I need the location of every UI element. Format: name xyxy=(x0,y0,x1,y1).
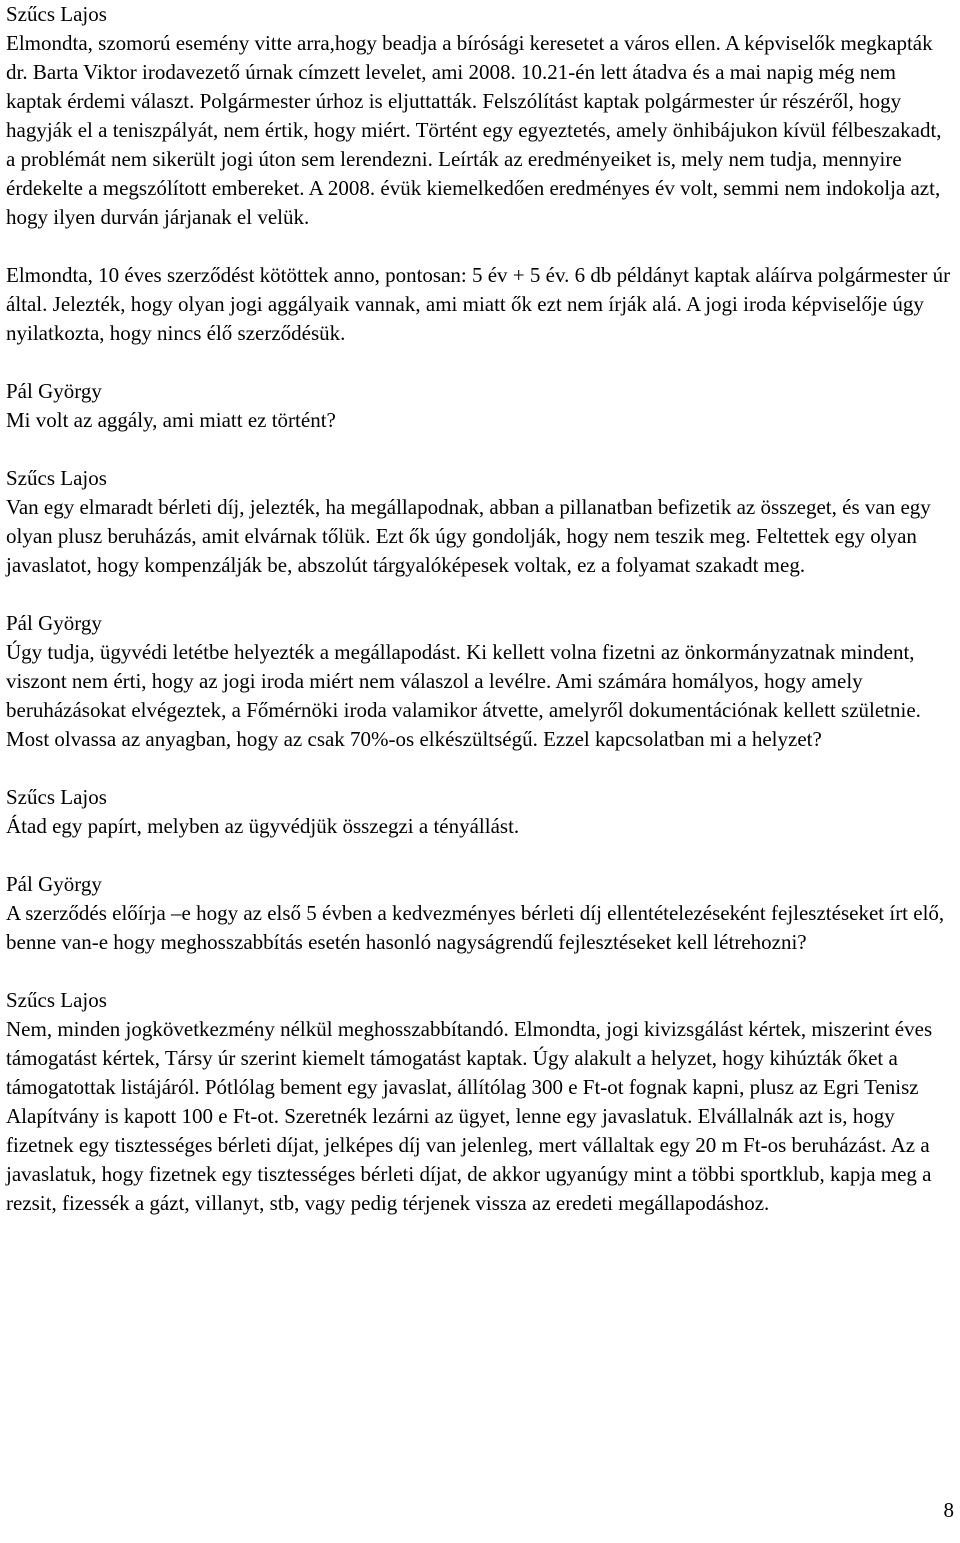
paragraph: Nem, minden jogkövetkezmény nélkül meghosszabbítandó. Elmondta, jogi kivizsgálást kértek, miszerint éves támogatást kértek, Társy úr szerint kiemelt támogatást kaptak. Úgy alakult a helyzet, hogy kihúzták őket a támogatottak listájáról. Pótlólag bement egy javaslat, állítólag 300 e Ft-ot fognak kapni, plusz az Egri Tenisz Alapítvány is kapott 100 e Ft-ot. Szeretnék lezárni az ügyet, lenne egy javaslatuk. Elvállalnák azt is, hogy fizetnek egy tisztességes bérleti díjat, jelképes díj van jelenleg, mert vállaltak egy 20 m Ft-os beruházást. Az a javaslatuk, hogy fizetnek egy tisztességes bérleti díjat, de akkor ugyanúgy mint a többi sportklub, kapja meg a rezsit, fizessék a gázt, villanyt, stb, vagy pedig térjenek vissza az eredeti megállapodáshoz. xyxy=(6,1017,933,1215)
dialogue-block xyxy=(6,609,954,754)
speaker-name: Pál György xyxy=(6,872,102,896)
paragraph: Elmondta, szomorú esemény vitte arra,hogy beadja a bírósági keresetet a város ellen. A képviselők megkapták dr. Barta Viktor irodavezető úrnak címzett levelet, ami 2008. 10.21-én lett átadva és a mai napig még nem kaptak érdemi választ. Polgármester úrhoz is eljuttatták. Felszólítást kaptak polgármester úr részéről, hogy hagyják el a teniszpályát, nem értik, hogy miért. Történt egy egyeztetés, amely önhibájukon kívül félbeszakadt, a problémát nem sikerült jogi úton sem lerendezni. Leírták az eredményeiket is, mely nem tudja, mennyire érdekelte a megszólított embereket. A 2008. évük kiemelkedően eredményes év volt, semmi nem indokolja azt, hogy ilyen durván járjanak el velük. xyxy=(6,31,942,229)
dialogue-block xyxy=(6,0,954,348)
paragraph: Átad egy papírt, melyben az ügyvédjük összegzi a tényállást. xyxy=(6,814,520,838)
page-number: 8 xyxy=(943,1498,954,1522)
paragraph: Elmondta, 10 éves szerződést kötöttek anno, pontosan: 5 év + 5 év. 6 db példányt kaptak aláírva polgármester úr által. Jelezték, hogy olyan jogi aggályaik vannak, ami miatt ők ezt nem írják alá. A jogi iroda képviselője úgy nyilatkozta, hogy nincs élő szerződésük. xyxy=(6,263,951,345)
dialogue-block xyxy=(6,986,954,1218)
speaker-name: Szűcs Lajos xyxy=(6,466,107,490)
paragraph: Mi volt az aggály, ami miatt ez történt? xyxy=(6,408,336,432)
dialogue-block xyxy=(6,870,954,957)
paragraph: Úgy tudja, ügyvédi letétbe helyezték a megállapodást. Ki kellett volna fizetni az önkormányzatnak mindent, viszont nem érti, hogy az jogi iroda miért nem válaszol a levélre. Ami számára homályos, hogy amely beruházásokat elvégeztek, a Főmérnöki iroda valamikor átvette, amelyről dokumentációnak kellett születnie. Most olvassa az anyagban, hogy az csak 70%-os elkészültségű. Ezzel kapcsolatban mi a helyzet? xyxy=(6,640,921,751)
speaker-name: Szűcs Lajos xyxy=(6,988,107,1012)
document-page xyxy=(6,0,954,1247)
speaker-name: Pál György xyxy=(6,379,102,403)
speaker-name: Szűcs Lajos xyxy=(6,785,107,809)
speaker-name: Szűcs Lajos xyxy=(6,2,107,26)
dialogue-block xyxy=(6,377,954,435)
paragraph: Van egy elmaradt bérleti díj, jelezték, ha megállapodnak, abban a pillanatban befizetik az összeget, és van egy olyan plusz beruházás, amit elvárnak tőlük. Ezt ők úgy gondolják, hogy nem teszik meg. Feltettek egy olyan javaslatot, hogy kompenzálják be, abszolút tárgyalóképesek voltak, ez a folyamat szakadt meg. xyxy=(6,495,931,577)
dialogue-block xyxy=(6,464,954,580)
paragraph: A szerződés előírja –e hogy az első 5 évben a kedvezményes bérleti díj ellentételezéseként fejlesztéseket írt elő, benne van-e hogy meghosszabbítás esetén hasonló nagyságrendű fejlesztéseket kell létrehozni? xyxy=(6,901,945,954)
dialogue-block xyxy=(6,783,954,841)
speaker-name: Pál György xyxy=(6,611,102,635)
